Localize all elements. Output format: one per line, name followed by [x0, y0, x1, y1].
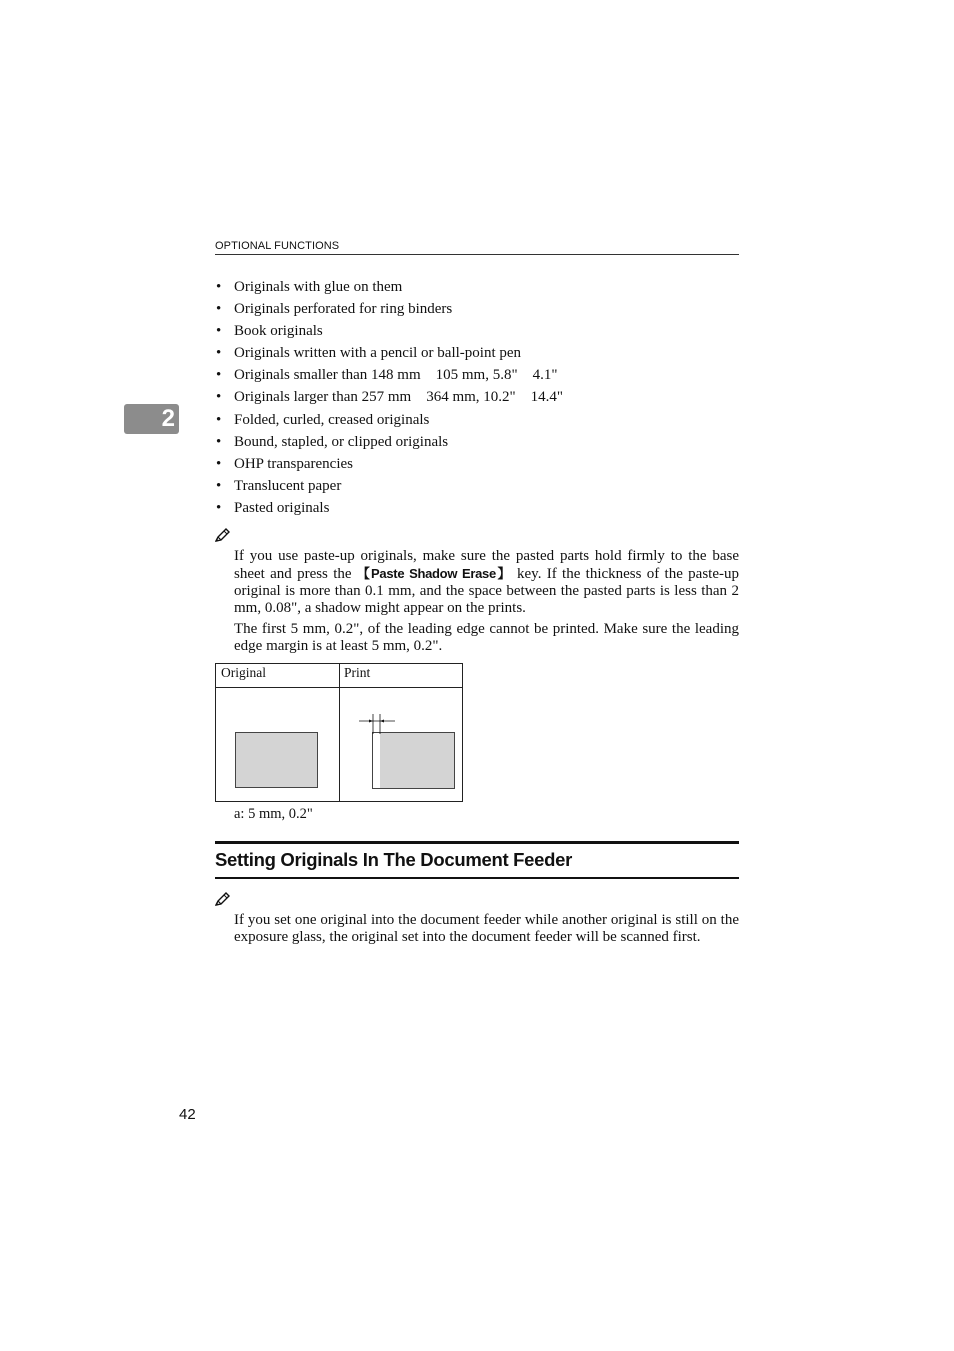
list-item: • Originals with glue on them: [216, 279, 403, 295]
pencil-note-icon: [215, 528, 232, 542]
list-item: • Bound, stapled, or clipped originals: [216, 433, 449, 450]
list-item: • Folded, curled, creased originals: [216, 411, 430, 428]
list-item: • OHP transparencies: [216, 455, 353, 472]
printed-area: [380, 733, 454, 788]
list-item: • Pasted originals: [216, 499, 330, 516]
running-head: OPTIONAL FUNCTIONS: [215, 240, 739, 255]
originals-list: [215, 276, 563, 519]
print-label: Print: [344, 665, 371, 680]
leading-edge-note: The first 5 mm, 0.2", of the leading edge cannot be printed. Make sure the leading edge margin is at least 5 mm, 0.2".: [234, 621, 739, 654]
margin-diagram: [215, 663, 463, 802]
page-number: 42: [179, 1106, 196, 1123]
list-item: • Originals larger than 257 mm 364 mm, 10.2" 14.4": [216, 389, 564, 406]
diagram-caption: a: 5 mm, 0.2": [234, 806, 313, 822]
original-sheet: [235, 732, 318, 788]
list-item: • Originals smaller than 148 mm 105 mm, 5.8" 4.1": [216, 367, 558, 384]
paste-shadow-erase-key: 【Paste Shadow Erase】: [356, 566, 512, 581]
document-feeder-note: If you set one original into the document feeder while another original is still on the exposure glass, the original set into the document feeder will be scanned first.: [234, 912, 739, 945]
list-item: • Book originals: [216, 323, 323, 340]
diagram-divider: [339, 664, 340, 801]
paste-up-note: If you use paste-up originals, make sure the pasted parts hold firmly to the base sheet and press the 【Paste Shadow Erase】 key. If the thickness of the paste-up original is more than 0.1 mm, and the space between the pasted parts is less than 2 mm, 0.08", a shadow might appear on the prints.: [234, 548, 739, 616]
diagram-header-line: [216, 687, 462, 688]
list-item: • Originals perforated for ring binders: [216, 301, 453, 318]
print-sheet: [372, 732, 455, 789]
list-item: • Originals written with a pencil or ball-point pen: [216, 345, 522, 362]
list-item: • Translucent paper: [216, 477, 342, 494]
original-label: Original: [221, 665, 266, 680]
section-title: Setting Originals In The Document Feeder: [215, 841, 739, 879]
chapter-tab: 2: [124, 404, 179, 434]
pencil-note-icon: [215, 892, 232, 906]
margin-dimension-arrow: [359, 712, 399, 734]
